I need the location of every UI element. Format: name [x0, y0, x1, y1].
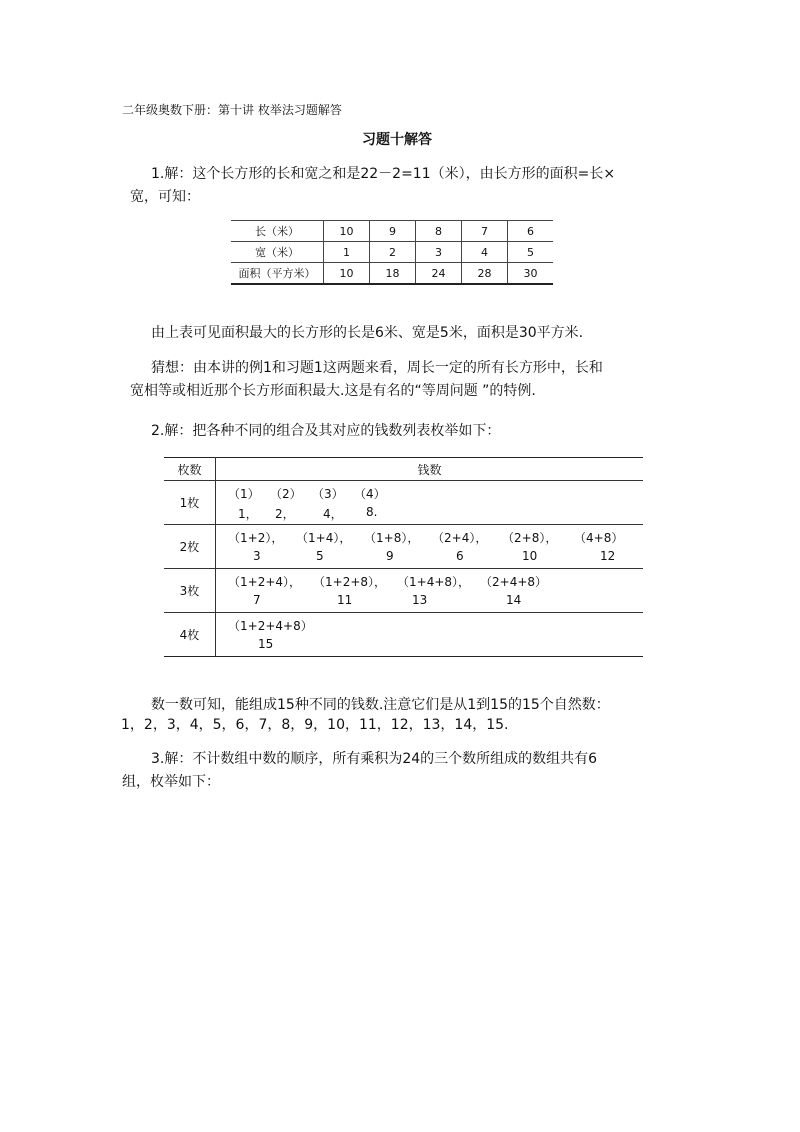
column-header-count: 枚数 [164, 458, 216, 481]
table-row [164, 481, 643, 525]
sum-text: 2， [275, 506, 295, 521]
table-cell: 24 [416, 263, 462, 285]
document-header: 二年级奥数下册：第十讲 枚举法习题解答 [122, 103, 342, 117]
combo-text: （2+4）， [432, 530, 488, 545]
combo-text: （4+8） [574, 530, 624, 545]
sum-text: 13 [412, 592, 428, 607]
row-content [216, 525, 644, 569]
table-cell: 10 [324, 221, 370, 242]
sum-text: 6 [456, 548, 464, 563]
sum-text: 12 [600, 548, 616, 563]
summary-line-2: 1，2，3，4，5，6，7，8，9，10，11，12，13，14，15. [121, 717, 509, 733]
table-row [231, 221, 553, 242]
combo-text: （1+2+8）， [313, 574, 387, 589]
table-row [164, 613, 643, 657]
sum-text: 5 [316, 548, 324, 563]
table-cell: 3 [416, 242, 462, 263]
conjecture-line-1: 猜想：由本讲的例1和习题1这两题来看，周长一定的所有长方形中，长和 [151, 360, 603, 376]
table-cell: 8 [416, 221, 462, 242]
row-label: 4枚 [164, 613, 216, 657]
solution-1-line-2: 宽，可知： [130, 189, 200, 205]
combo-text: （1+2）， [228, 530, 284, 545]
table-cell: 10 [324, 263, 370, 285]
sum-text: 11 [337, 592, 353, 607]
sum-text: 14 [506, 592, 522, 607]
table-header-row [164, 458, 643, 481]
row-label: 2枚 [164, 525, 216, 569]
table-cell: 1 [324, 242, 370, 263]
table-cell: 28 [462, 263, 508, 285]
combo-text: （1） [228, 486, 260, 501]
combo-text: （4） [354, 486, 386, 501]
combo-text: （3） [312, 486, 344, 501]
sum-text: 8. [366, 504, 378, 519]
solution-2-intro: 2.解：把各种不同的组合及其对应的钱数列表枚举如下： [151, 423, 501, 439]
solution-3-line-1: 3.解：不计数组中数的顺序，所有乘积为24的三个数所组成的数组共有6 [151, 751, 598, 767]
sum-text: 9 [386, 548, 394, 563]
table-cell: 9 [370, 221, 416, 242]
combo-text: （2） [270, 486, 302, 501]
combo-text: （2+4+8） [480, 574, 548, 589]
row-label: 面积（平方米） [231, 263, 324, 285]
row-content [216, 569, 644, 613]
row-label: 宽（米） [231, 242, 324, 263]
table-row [231, 263, 553, 285]
table-cell: 6 [508, 221, 554, 242]
sum-text: 1， [238, 506, 258, 521]
sum-text: 7 [253, 592, 261, 607]
combo-text: （1+2+4）， [228, 574, 302, 589]
column-header-money: 钱数 [216, 458, 644, 481]
solution-3-line-2: 组，枚举如下： [122, 774, 220, 790]
row-content [216, 613, 644, 657]
row-label: 3枚 [164, 569, 216, 613]
conclusion-text: 由上表可见面积最大的长方形的长是6米、宽是5米，面积是30平方米. [151, 325, 584, 341]
coin-combination-table [164, 457, 643, 657]
rectangle-table [231, 220, 553, 285]
row-label: 长（米） [231, 221, 324, 242]
table-cell: 5 [508, 242, 554, 263]
row-label: 1枚 [164, 481, 216, 525]
table-cell: 30 [508, 263, 554, 285]
sum-text: 10 [522, 548, 538, 563]
table-row [164, 525, 643, 569]
table-cell: 4 [462, 242, 508, 263]
table-cell: 18 [370, 263, 416, 285]
sum-text: 15 [258, 636, 274, 651]
combo-text: （1+4）， [296, 530, 352, 545]
combo-text: （1+4+8）， [397, 574, 471, 589]
table-cell: 2 [370, 242, 416, 263]
table-row [231, 242, 553, 263]
table-cell: 7 [462, 221, 508, 242]
combo-text: （2+8）， [502, 530, 558, 545]
row-content [216, 481, 644, 525]
summary-line-1: 数一数可知，能组成15种不同的钱数.注意它们是从1到15的15个自然数： [151, 697, 610, 713]
combo-text: （1+8）， [364, 530, 420, 545]
sum-text: 4， [323, 506, 343, 521]
combo-text: （1+2+4+8） [228, 618, 313, 633]
page-title: 习题十解答 [362, 132, 432, 148]
table-row [164, 569, 643, 613]
sum-text: 3 [253, 548, 261, 563]
solution-1-line-1: 1.解：这个长方形的长和宽之和是22－2=11（米），由长方形的面积=长× [151, 166, 616, 182]
conjecture-line-2: 宽相等或相近那个长方形面积最大.这是有名的“等周问题 ”的特例. [130, 383, 536, 399]
